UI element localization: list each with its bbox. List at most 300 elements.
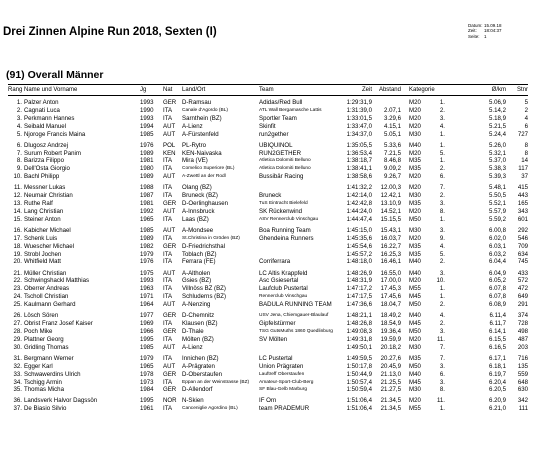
cell-land: KEN-Naivaska: [182, 149, 222, 157]
print-meta: [468, 23, 502, 39]
table-row: [0, 165, 534, 173]
cell-jg: 1985: [140, 343, 154, 351]
cell-kategorie: M20: [409, 173, 421, 181]
cell-rank: 16.: [13, 226, 22, 234]
cell-stnr: 745: [517, 258, 528, 266]
cell-land: PL-Rytro: [182, 141, 207, 149]
cell-land: A-Fürstenfeld: [182, 130, 219, 138]
cell-zeit: 1:50:57,4: [346, 378, 372, 386]
cell-zeit: 1:38:58,6: [346, 173, 372, 181]
cell-pace: 6.20,9: [489, 397, 506, 405]
cell-kategorie-rank: 5.: [439, 250, 445, 258]
cell-land: A-Innsbruck: [182, 207, 215, 215]
cell-zeit: 1:45:15,0: [346, 226, 372, 234]
cell-abstand: 16.46,1: [380, 258, 401, 266]
meta-row: [468, 34, 502, 39]
cell-abstand: 20.27,6: [380, 354, 401, 362]
table-row: [0, 344, 534, 352]
cell-kategorie: M30: [409, 386, 421, 394]
cell-kategorie: M55: [409, 285, 421, 293]
cell-nat: ITA: [163, 114, 173, 122]
cell-pace: 6.17,1: [489, 354, 506, 362]
cell-pace: 5.26,0: [489, 141, 506, 149]
cell-kategorie: M20: [409, 335, 421, 343]
table-row: [0, 320, 534, 328]
cell-kategorie: M50: [409, 327, 421, 335]
cell-land: N-Skien: [182, 397, 204, 405]
cell-jg: 1995: [140, 335, 154, 343]
cell-pace: 6.20,5: [489, 386, 506, 394]
cell-team: SF Blau-Gelb Marburg: [259, 387, 307, 393]
cell-stnr: 648: [517, 378, 528, 386]
cell-kategorie-rank: 1.: [439, 130, 445, 138]
cell-team: Lauftreff Oberstaufen: [259, 371, 305, 377]
cell-pace: 5.37,0: [489, 157, 506, 165]
cell-kategorie: M20: [409, 184, 421, 192]
header-land: Land/Ort: [182, 87, 206, 93]
cell-rank: 28.: [13, 327, 22, 335]
cell-nat: GER: [163, 327, 177, 335]
cell-zeit: 1:42:42,8: [346, 200, 372, 208]
cell-name: Njoroge Francis Maina: [24, 130, 86, 138]
cell-abstand: 12.00,3: [380, 184, 401, 192]
cell-jg: 1981: [140, 157, 154, 165]
cell-pace: 6.18,1: [489, 362, 506, 370]
cell-name: Dell'Osta Giorgio: [24, 165, 70, 173]
table-row: [0, 200, 534, 208]
cell-jg: 1979: [140, 250, 154, 258]
cell-pace: 5.21,5: [489, 122, 506, 130]
meta-value: 1: [484, 33, 487, 39]
cell-rank: 18.: [13, 242, 22, 250]
cell-kategorie-rank: 8.: [439, 386, 445, 394]
cell-abstand: 17.45,6: [380, 293, 401, 301]
cell-rank: 25.: [13, 301, 22, 309]
cell-nat: ITA: [163, 277, 173, 285]
cell-zeit: 1:50:17,8: [346, 362, 372, 370]
cell-nat: AUT: [163, 269, 176, 277]
cell-jg: 1985: [140, 130, 154, 138]
cell-rank: 3.: [16, 114, 22, 122]
cell-stnr: 498: [517, 327, 528, 335]
result-group: [0, 270, 534, 309]
cell-kategorie-rank: 1.: [439, 293, 445, 301]
cell-land: A-Lienz: [182, 343, 203, 351]
cell-name: Kabicher Michael: [24, 226, 71, 234]
cell-abstand: 18.49,2: [380, 312, 401, 320]
cell-team: Bussibär Racing: [259, 173, 304, 181]
cell-kategorie-rank: 7.: [439, 354, 445, 362]
table-row: [0, 173, 534, 181]
cell-zeit: 1:48:26,8: [346, 320, 372, 328]
cell-kategorie-rank: 6.: [439, 173, 445, 181]
cell-land: D-Allendorf: [182, 386, 213, 394]
cell-zeit: 1:50:59,4: [346, 386, 372, 394]
cell-stnr: 165: [517, 200, 528, 208]
meta-value: 15.09.18: [484, 23, 502, 28]
cell-pace: 6.04,9: [489, 269, 506, 277]
cell-stnr: 8: [524, 141, 528, 149]
results-table: [0, 99, 534, 416]
cell-nat: GER: [163, 312, 177, 320]
cell-rank: 30.: [13, 343, 22, 351]
cell-kategorie: M20: [409, 207, 421, 215]
cell-name: Thomas Micha: [24, 386, 64, 394]
table-row: [0, 386, 534, 394]
cell-jg: 1984: [140, 386, 154, 394]
cell-stnr: 292: [517, 226, 528, 234]
cell-kategorie-rank: 1.: [439, 215, 445, 223]
cell-team: Rennerclub Vinschgau: [259, 294, 308, 300]
cell-land: Eppan an der Weinstrasse (BZ): [182, 379, 250, 385]
cell-nat: GER: [163, 99, 177, 106]
cell-pace: 5.50,5: [489, 192, 506, 200]
cell-nat: ITA: [163, 234, 173, 242]
header-stnr: Stnr: [516, 87, 528, 93]
cell-stnr: 649: [517, 293, 528, 301]
cell-nat: ITA: [163, 106, 173, 114]
cell-rank: 2.: [16, 106, 22, 114]
cell-zeit: 1:49:08,3: [346, 327, 372, 335]
cell-pace: 6.03,2: [489, 250, 506, 258]
cell-abstand: 20.18,2: [380, 343, 401, 351]
cell-jg: 1990: [140, 106, 154, 114]
cell-kategorie: M45: [409, 293, 421, 301]
cell-name: Palzer Anton: [24, 99, 59, 106]
table-row: [0, 363, 534, 371]
cell-kategorie-rank: 2.: [439, 301, 445, 309]
cell-land: Bruneck (BZ): [182, 192, 218, 200]
table-row: [0, 397, 534, 405]
cell-name: Ruthe Ralf: [24, 200, 53, 208]
cell-land: A-Nenzing: [182, 301, 211, 309]
cell-rank: 12.: [13, 192, 22, 200]
cell-name: Barizza Filippo: [24, 157, 64, 165]
cell-team: IF Orn: [259, 397, 277, 405]
cell-kategorie: M20: [409, 114, 421, 122]
cell-name: Müller Christian: [24, 269, 67, 277]
cell-team: RUN2GETHER: [259, 149, 301, 157]
cell-stnr: 601: [517, 215, 528, 223]
cell-stnr: 709: [517, 242, 528, 250]
result-group: [0, 355, 534, 394]
cell-zeit: 1:51:06,4: [346, 397, 372, 405]
cell-land: St.Christina in Gröden (BZ): [182, 235, 240, 241]
cell-name: Egger Karl: [24, 362, 53, 370]
cell-kategorie: M40: [409, 141, 421, 149]
cell-team: Ghendeina Runners: [259, 234, 314, 242]
cell-kategorie-rank: 4.: [439, 242, 445, 250]
cell-land: D-Oerlinghausen: [182, 200, 229, 208]
cell-jg: 1973: [140, 378, 154, 386]
cell-kategorie-rank: 2.: [439, 320, 445, 328]
cell-zeit: 1:33:47,0: [346, 122, 372, 130]
cell-nat: GER: [163, 242, 177, 250]
cell-rank: 29.: [13, 335, 22, 343]
cell-nat: AUT: [163, 362, 176, 370]
cell-zeit: 1:45:35,6: [346, 234, 372, 242]
cell-stnr: 433: [517, 269, 528, 277]
cell-team: TuS Eintracht Bielefeld: [259, 201, 308, 207]
cell-kategorie: M20: [409, 149, 421, 157]
cell-abstand: 8.46,8: [384, 157, 401, 165]
cell-rank: 6.: [16, 141, 22, 149]
cell-kategorie: M50: [409, 362, 421, 370]
cell-rank: 9.: [16, 165, 22, 173]
cell-zeit: 1:45:57,2: [346, 250, 372, 258]
cell-jg: 1995: [140, 397, 154, 405]
cell-abstand: 9.26,7: [384, 173, 401, 181]
cell-land: Mira (VE): [182, 157, 208, 165]
cell-name: Tscholl Christian: [24, 293, 69, 301]
cell-zeit: 1:34:37,0: [346, 130, 372, 138]
cell-abstand: 19.59,9: [380, 335, 401, 343]
header-zeit: Zeit: [361, 87, 372, 93]
cell-name: Kaulmann Gerhard: [24, 301, 76, 309]
cell-name: Steiner Anton: [24, 215, 61, 223]
cell-abstand: 12.42,1: [380, 192, 401, 200]
cell-name: Whitfield Matt: [24, 258, 61, 266]
cell-nat: GER: [163, 370, 177, 378]
cell-kategorie-rank: 2.: [439, 106, 445, 114]
cell-land: Mölten (BZ): [182, 335, 214, 343]
cell-nat: AUT: [163, 207, 176, 215]
cell-stnr: 135: [517, 362, 528, 370]
cell-name: Messner Lukas: [24, 184, 66, 192]
cell-stnr: 8: [524, 149, 528, 157]
cell-kategorie-rank: 3.: [439, 269, 445, 277]
cell-rank: 23.: [13, 285, 22, 293]
cell-team: Adidas/Red Bull: [259, 99, 303, 106]
cell-team: ASV Rennerclub Vinschgau: [259, 216, 319, 222]
table-row: [0, 355, 534, 363]
cell-kategorie-rank: 3.: [439, 114, 445, 122]
cell-nat: ITA: [163, 258, 173, 266]
cell-team: run2gether: [259, 130, 289, 138]
header-jg: Jg: [140, 87, 147, 93]
cell-rank: 4.: [16, 122, 22, 130]
cell-stnr: 634: [517, 250, 528, 258]
cell-name: Seibald Manuel: [24, 122, 67, 130]
cell-name: Bachl Philipp: [24, 173, 60, 181]
cell-kategorie-rank: 11.: [436, 397, 445, 405]
cell-jg: 1971: [140, 293, 154, 301]
cell-kategorie-rank: 4.: [439, 312, 445, 320]
cell-rank: 37.: [13, 405, 22, 413]
cell-jg: 1969: [140, 320, 154, 328]
table-row: [0, 235, 534, 243]
result-group: [0, 227, 534, 266]
cell-kategorie-rank: 1.: [439, 99, 445, 106]
cell-land: Gsies (BZ): [182, 277, 212, 285]
cell-pace: 6.03,1: [489, 242, 506, 250]
cell-kategorie: M35: [409, 242, 421, 250]
cell-stnr: 6: [524, 122, 528, 130]
cell-pace: 6.14,1: [489, 327, 506, 335]
cell-pace: 5.59,2: [489, 215, 506, 223]
cell-name: Bergmann Werner: [24, 354, 74, 362]
cell-stnr: 117: [518, 165, 528, 173]
cell-jg: 1961: [140, 405, 154, 413]
cell-kategorie: M35: [409, 200, 421, 208]
cell-abstand: 3.29,6: [384, 114, 401, 122]
cell-team: ATL Wall Bergamasche Lattis: [259, 107, 322, 113]
cell-jg: 1989: [140, 234, 154, 242]
cell-zeit: 1:36:53,4: [346, 149, 372, 157]
cell-team: USV Jena, Chiemgauer-Blaulauf: [259, 313, 329, 319]
table-row: [0, 251, 534, 259]
table-row: [0, 115, 534, 123]
table-row: [0, 150, 534, 158]
cell-pace: 5.48,1: [489, 184, 506, 192]
cell-kategorie-rank: 1.: [439, 405, 445, 413]
cell-nat: ITA: [163, 320, 173, 328]
cell-kategorie-rank: 8.: [439, 207, 445, 215]
header-team: Team: [259, 87, 274, 93]
table-row: [0, 328, 534, 336]
table-row: [0, 277, 534, 285]
table-row: [0, 184, 534, 192]
cell-kategorie-rank: 2.: [439, 192, 445, 200]
cell-kategorie-rank: 2.: [439, 258, 445, 266]
cell-nat: AUT: [163, 343, 176, 351]
cell-stnr: 415: [517, 184, 528, 192]
cell-nat: ITA: [163, 335, 173, 343]
table-row: [0, 270, 534, 278]
table-row: [0, 107, 534, 115]
cell-abstand: 15.43,1: [380, 226, 401, 234]
result-group: [0, 142, 534, 181]
cell-stnr: 343: [517, 207, 528, 215]
cell-kategorie: M55: [409, 405, 421, 413]
cell-kategorie-rank: 1.: [439, 141, 445, 149]
cell-pace: 6.16,5: [489, 343, 506, 351]
cell-land: D-Ramsau: [182, 99, 212, 106]
table-row: [0, 227, 534, 235]
cell-kategorie: M35: [409, 354, 421, 362]
cell-kategorie-rank: 3.: [439, 362, 445, 370]
cell-name: Gridling Thomas: [24, 343, 69, 351]
cell-land: Toblach (BZ): [182, 250, 217, 258]
cell-rank: 22.: [13, 277, 22, 285]
cell-nat: AUT: [163, 226, 176, 234]
cell-name: Perkmann Hannes: [24, 114, 75, 122]
cell-team: LC Altis Krappfeld: [259, 269, 308, 277]
cell-kategorie: M30: [409, 192, 421, 200]
cell-pace: 5.39,3: [489, 173, 506, 181]
cell-kategorie-rank: 1.: [439, 285, 445, 293]
cell-pace: 5.24,4: [489, 130, 506, 138]
cell-land: Canale d'Agordo (BL): [182, 107, 228, 113]
cell-pace: 6.11,7: [489, 320, 506, 328]
cell-land: D-Oberstaufen: [182, 370, 222, 378]
cell-pace: 6.08,9: [489, 301, 506, 309]
cell-rank: 32.: [13, 362, 22, 370]
cell-zeit: 1:42:14,0: [346, 192, 372, 200]
cell-jg: 1988: [140, 184, 154, 192]
cell-jg: 1976: [140, 258, 154, 266]
cell-zeit: 1:29:31,9: [346, 99, 372, 106]
cell-land: D-Thale: [182, 327, 204, 335]
cell-kategorie-rank: 7.: [439, 184, 445, 192]
cell-jg: 1977: [140, 312, 154, 320]
cell-name: Lösch Sören: [24, 312, 59, 320]
cell-team: BADULA RUNNING TEAM: [259, 301, 332, 309]
cell-name: Neumair Christian: [24, 192, 73, 200]
cell-nat: NOR: [163, 397, 177, 405]
cell-kategorie: M40: [409, 312, 421, 320]
cell-pace: 5.18,9: [489, 114, 506, 122]
cell-nat: KEN: [163, 149, 176, 157]
cell-kategorie-rank: 1.: [439, 157, 445, 165]
cell-jg: 1987: [140, 192, 154, 200]
cell-pace: 6.20,4: [489, 378, 506, 386]
table-row: [0, 405, 534, 413]
cell-pace: 6.07,8: [489, 293, 506, 301]
header-pace: Ø/km: [491, 87, 506, 93]
section-title: (91) Overall Männer: [6, 69, 104, 81]
cell-team: Gipfelstürmer: [259, 320, 296, 328]
header-name: Name und Vorname: [24, 87, 78, 93]
cell-name: Cagnati Luca: [24, 106, 60, 114]
cell-team: Atletica Dolomiti Belluno: [259, 158, 311, 164]
cell-abstand: 15.15,5: [380, 215, 401, 223]
meta-value: 18:04:37: [484, 28, 502, 34]
cell-pace: 6.21,0: [489, 405, 506, 413]
cell-zeit: 1:31:39,0: [346, 106, 372, 114]
cell-jg: 1993: [140, 99, 154, 106]
cell-kategorie-rank: 5.: [439, 149, 445, 157]
cell-kategorie-rank: 4.: [439, 122, 445, 130]
cell-jg: 1989: [140, 149, 154, 157]
cell-abstand: 16.03,7: [380, 234, 401, 242]
cell-name: Oberrer Andreas: [24, 285, 70, 293]
cell-jg: 1963: [140, 285, 154, 293]
cell-kategorie-rank: 6.: [439, 370, 445, 378]
cell-pace: 5.52,1: [489, 200, 506, 208]
cell-team: Laufclub Pustertal: [259, 285, 308, 293]
table-row: [0, 293, 534, 301]
cell-zeit: 1:38:41,1: [346, 165, 372, 173]
cell-land: A-Lienz: [182, 122, 203, 130]
cell-abstand: 20.45,9: [380, 362, 401, 370]
cell-team: team PRADEMUR: [259, 405, 310, 413]
cell-stnr: 630: [517, 386, 528, 394]
cell-zeit: 1:38:18,7: [346, 157, 372, 165]
cell-kategorie: M35: [409, 165, 421, 173]
cell-nat: AUT: [163, 130, 176, 138]
cell-land: Laas (BZ): [182, 215, 209, 223]
meta-label: Zeit:: [468, 28, 477, 34]
cell-kategorie-rank: 9.: [439, 234, 445, 242]
cell-zeit: 1:49:50,1: [346, 343, 372, 351]
cell-abstand: 5.05,1: [384, 130, 401, 138]
table-row: [0, 312, 534, 320]
cell-kategorie: M35: [409, 250, 421, 258]
cell-kategorie: M40: [409, 370, 421, 378]
cell-name: De Biasio Silvio: [24, 405, 67, 413]
cell-land: Olang (BZ): [182, 184, 212, 192]
cell-abstand: 21.34,5: [380, 405, 401, 413]
cell-nat: AUT: [163, 173, 176, 181]
cell-pace: 6.04,4: [489, 258, 506, 266]
table-row: [0, 243, 534, 251]
cell-pace: 6.07,8: [489, 285, 506, 293]
cell-land: Innichen (BZ): [182, 354, 219, 362]
cell-stnr: 203: [517, 343, 528, 351]
header-kategorie: Kategorie: [409, 87, 435, 93]
cell-kategorie-rank: 11.: [436, 335, 445, 343]
